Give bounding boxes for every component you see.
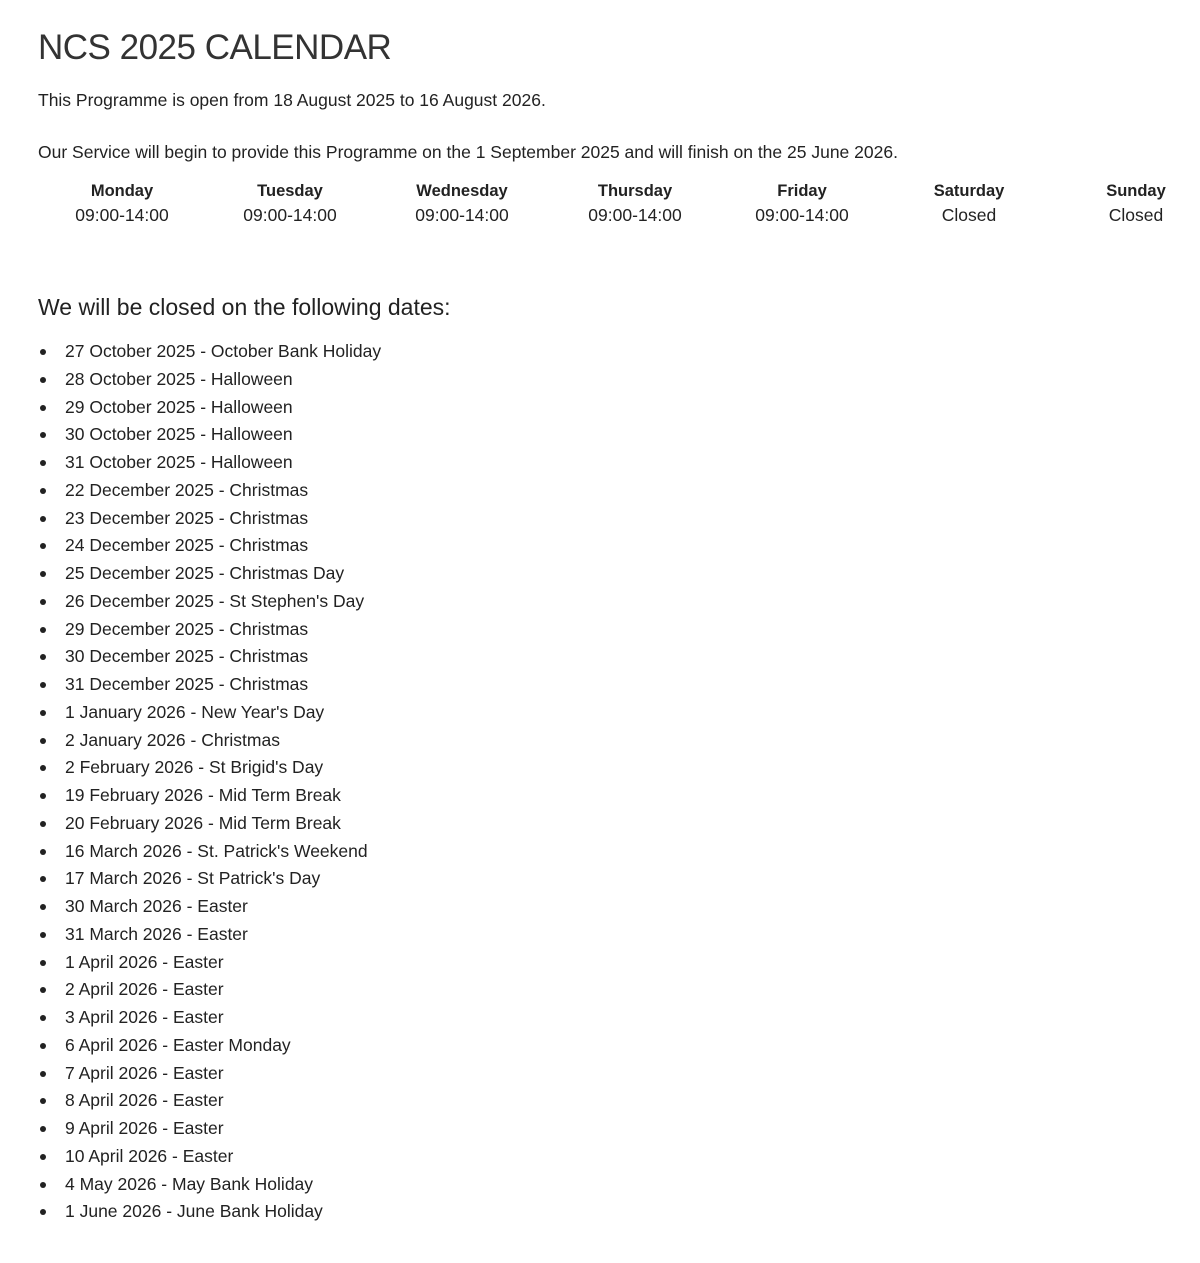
list-item — [38, 338, 1178, 366]
day-hours: 09:00-14:00 — [755, 205, 849, 225]
closure-date-text: 26 December 2025 - St Stephen's Day — [65, 590, 365, 611]
day-name: Monday — [90, 182, 154, 200]
list-item — [38, 865, 1178, 893]
day-hours: Closed — [941, 205, 997, 225]
day-name: Friday — [777, 182, 827, 200]
bullet-icon — [40, 1182, 46, 1188]
day-hours: 09:00-14:00 — [243, 205, 337, 225]
list-item — [38, 477, 1178, 505]
closure-date-text: 9 April 2026 - Easter — [65, 1118, 224, 1138]
closure-date-text: 2 April 2026 - Easter — [65, 979, 224, 1000]
closure-date-text: 2 January 2026 - Christmas — [65, 729, 280, 750]
opening-hours-row — [38, 180, 1178, 240]
day-wednesday — [392, 180, 532, 228]
closure-date-text: 29 October 2025 - Halloween — [65, 396, 293, 417]
closure-date-text: 28 October 2025 - Halloween — [65, 368, 293, 389]
bullet-icon — [40, 1154, 46, 1160]
closure-date-text: 1 June 2026 - June Bank Holiday — [65, 1201, 323, 1222]
closure-date-text: 25 December 2025 - Christmas Day — [65, 563, 345, 583]
day-name: Wednesday — [416, 182, 508, 200]
closure-date-text: 19 February 2026 - Mid Term Break — [65, 785, 341, 805]
day-saturday — [899, 180, 1039, 228]
bullet-icon — [40, 571, 46, 577]
list-item — [38, 838, 1178, 866]
bullet-icon — [40, 765, 46, 771]
bullet-icon — [40, 488, 46, 494]
closure-date-text: 31 December 2025 - Christmas — [65, 674, 309, 694]
closure-date-text: 7 April 2026 - Easter — [65, 1062, 224, 1083]
bullet-icon — [40, 738, 46, 744]
list-item — [38, 505, 1178, 533]
day-tuesday — [220, 180, 360, 228]
list-item — [38, 532, 1178, 560]
list-item — [38, 949, 1178, 977]
bullet-icon — [40, 432, 46, 438]
bullet-icon — [40, 932, 46, 938]
closure-date-text: 30 October 2025 - Halloween — [65, 424, 293, 445]
day-hours: 09:00-14:00 — [415, 205, 509, 225]
bullet-icon — [40, 1043, 46, 1049]
closure-date-text: 22 December 2025 - Christmas — [65, 479, 309, 500]
list-item — [38, 1143, 1178, 1171]
closure-date-text: 10 April 2026 - Easter — [65, 1145, 234, 1166]
bullet-icon — [40, 1071, 46, 1077]
closure-date-text: 31 March 2026 - Easter — [65, 923, 248, 944]
bullet-icon — [40, 1126, 46, 1132]
list-item — [38, 560, 1178, 588]
closure-date-text: 20 February 2026 - Mid Term Break — [65, 812, 341, 833]
bullet-icon — [40, 654, 46, 660]
closure-date-text: 30 March 2026 - Easter — [65, 896, 248, 916]
closure-date-text: 16 March 2026 - St. Patrick's Weekend — [65, 840, 368, 861]
list-item — [38, 1004, 1178, 1032]
day-hours: 09:00-14:00 — [75, 205, 169, 225]
bullet-icon — [40, 599, 46, 605]
bullet-icon — [40, 960, 46, 966]
list-item — [38, 782, 1178, 810]
bullet-icon — [40, 377, 46, 383]
service-dates-text: Our Service will begin to provide this Programme on the 1 September 2025 and will finish on the 25 June 2026. — [38, 142, 898, 162]
day-hours: Closed — [1108, 205, 1164, 225]
bullet-icon — [40, 405, 46, 411]
day-monday — [52, 180, 192, 228]
bullet-icon — [40, 516, 46, 522]
list-item — [38, 449, 1178, 477]
list-item — [38, 699, 1178, 727]
list-item — [38, 671, 1178, 699]
closure-date-text: 31 October 2025 - Halloween — [65, 452, 293, 472]
list-item — [38, 588, 1178, 616]
list-item — [38, 1115, 1178, 1143]
closure-date-text: 1 January 2026 - New Year's Day — [65, 701, 325, 722]
day-thursday — [565, 180, 705, 228]
closure-date-text: 17 March 2026 - St Patrick's Day — [65, 868, 321, 889]
list-item — [38, 616, 1178, 644]
day-friday — [732, 180, 872, 228]
closure-date-text: 2 February 2026 - St Brigid's Day — [65, 757, 324, 778]
list-item — [38, 976, 1178, 1004]
day-name: Thursday — [597, 182, 673, 200]
list-item — [38, 1087, 1178, 1115]
list-item — [38, 366, 1178, 394]
bullet-icon — [40, 349, 46, 355]
closure-date-text: 24 December 2025 - Christmas — [65, 535, 309, 556]
closure-date-text: 27 October 2025 - October Bank Holiday — [65, 341, 382, 361]
bullet-icon — [40, 710, 46, 716]
list-item — [38, 1060, 1178, 1088]
closure-dates-list — [38, 338, 1178, 1226]
list-item — [38, 1032, 1178, 1060]
list-item — [38, 727, 1178, 755]
bullet-icon — [40, 460, 46, 466]
bullet-icon — [40, 1015, 46, 1021]
closure-date-text: 8 April 2026 - Easter — [65, 1090, 224, 1111]
calendar-page — [38, 26, 1178, 1226]
bullet-icon — [40, 821, 46, 827]
page-title: NCS 2025 CALENDAR — [38, 28, 392, 67]
closure-date-text: 1 April 2026 - Easter — [65, 951, 224, 972]
bullet-icon — [40, 849, 46, 855]
bullet-icon — [40, 987, 46, 993]
day-name: Saturday — [933, 182, 1005, 200]
bullet-icon — [40, 682, 46, 688]
list-item — [38, 754, 1178, 782]
closure-date-text: 4 May 2026 - May Bank Holiday — [65, 1173, 314, 1194]
programme-open-text: This Programme is open from 18 August 2025 to 16 August 2026. — [38, 90, 546, 110]
bullet-icon — [40, 876, 46, 882]
bullet-icon — [40, 627, 46, 633]
closure-date-text: 6 April 2026 - Easter Monday — [65, 1034, 291, 1055]
day-hours: 09:00-14:00 — [588, 205, 682, 225]
list-item — [38, 1171, 1178, 1199]
closures-heading: We will be closed on the following dates: — [38, 294, 451, 320]
day-name: Tuesday — [257, 182, 323, 200]
list-item — [38, 810, 1178, 838]
closure-date-text: 3 April 2026 - Easter — [65, 1007, 224, 1027]
list-item — [38, 921, 1178, 949]
bullet-icon — [40, 1098, 46, 1104]
closure-date-text: 23 December 2025 - Christmas — [65, 507, 309, 528]
list-item — [38, 643, 1178, 671]
day-name: Sunday — [1106, 182, 1166, 200]
bullet-icon — [40, 543, 46, 549]
day-sunday — [1066, 180, 1200, 228]
bullet-icon — [40, 904, 46, 910]
list-item — [38, 421, 1178, 449]
closure-date-text: 29 December 2025 - Christmas — [65, 618, 309, 639]
closure-date-text: 30 December 2025 - Christmas — [65, 646, 309, 667]
bullet-icon — [40, 793, 46, 799]
list-item — [38, 893, 1178, 921]
list-item — [38, 1198, 1178, 1226]
list-item — [38, 394, 1178, 422]
bullet-icon — [40, 1209, 46, 1215]
